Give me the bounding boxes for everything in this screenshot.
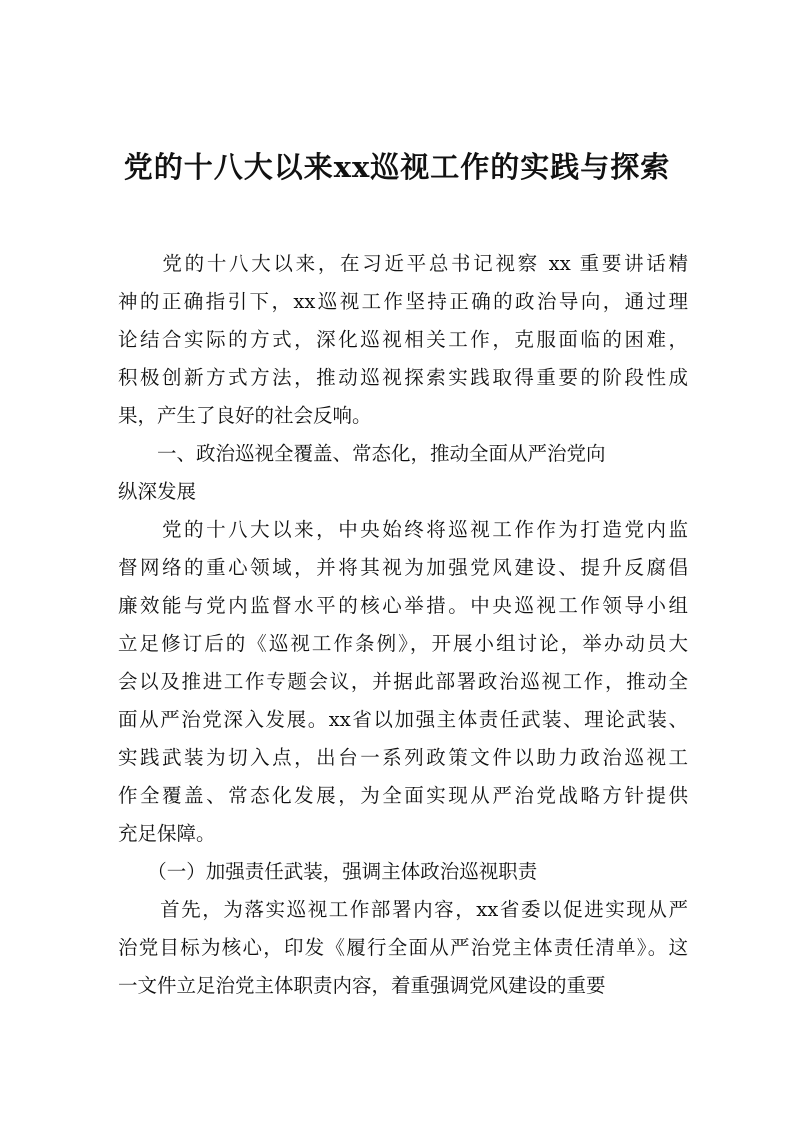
body-line: 党的十八大以来，在习近平总书记视察 xx 重要讲话精 <box>118 252 688 275</box>
body-line: 积极创新方式方法，推动巡视探索实践取得重要的阶段性成 <box>118 366 688 389</box>
document-title: 党的十八大以来xx巡视工作的实践与探索 <box>123 150 671 184</box>
body-line: 首先，为落实巡视工作部署内容，xx省委以促进实现从严 <box>118 898 688 921</box>
body-line: 作全覆盖、常态化发展，为全面实现从严治党战略方针提供 <box>118 784 688 807</box>
body-line: 面从严治党深入发展。xx省以加强主体责任武装、理论武装、 <box>118 708 688 731</box>
body-line: 督网络的重心领域，并将其视为加强党风建设、提升反腐倡 <box>118 556 688 579</box>
body-line: 实践武装为切入点，出台一系列政策文件以助力政治巡视工 <box>118 746 688 769</box>
section-heading-line: 纵深发展 <box>118 480 197 503</box>
body-line: 党的十八大以来，中央始终将巡视工作作为打造党内监 <box>118 518 688 541</box>
body-line: 治党目标为核心，印发《履行全面从严治党主体责任清单》。这 <box>118 936 688 959</box>
section-heading-line: 一、政治巡视全覆盖、常态化，推动全面从严治党向 <box>118 442 606 465</box>
subsection-heading-line: （一）加强责任武装，强调主体政治巡视职责 <box>118 860 538 883</box>
body-line: 论结合实际的方式，深化巡视相关工作，克服面临的困难， <box>118 328 688 351</box>
body-line: 会以及推进工作专题会议，并据此部署政治巡视工作，推动全 <box>118 670 688 693</box>
body-line: 廉效能与党内监督水平的核心举措。中央巡视工作领导小组 <box>118 594 688 617</box>
body-line: 果，产生了良好的社会反响。 <box>118 404 372 427</box>
body-line: 一文件立足治党主体职责内容，着重强调党风建设的重要 <box>118 974 606 997</box>
body-line: 充足保障。 <box>118 822 216 845</box>
body-line: 神的正确指引下，xx巡视工作坚持正确的政治导向，通过理 <box>118 290 688 313</box>
body-line: 立足修订后的《巡视工作条例》，开展小组讨论，举办动员大 <box>118 632 688 655</box>
